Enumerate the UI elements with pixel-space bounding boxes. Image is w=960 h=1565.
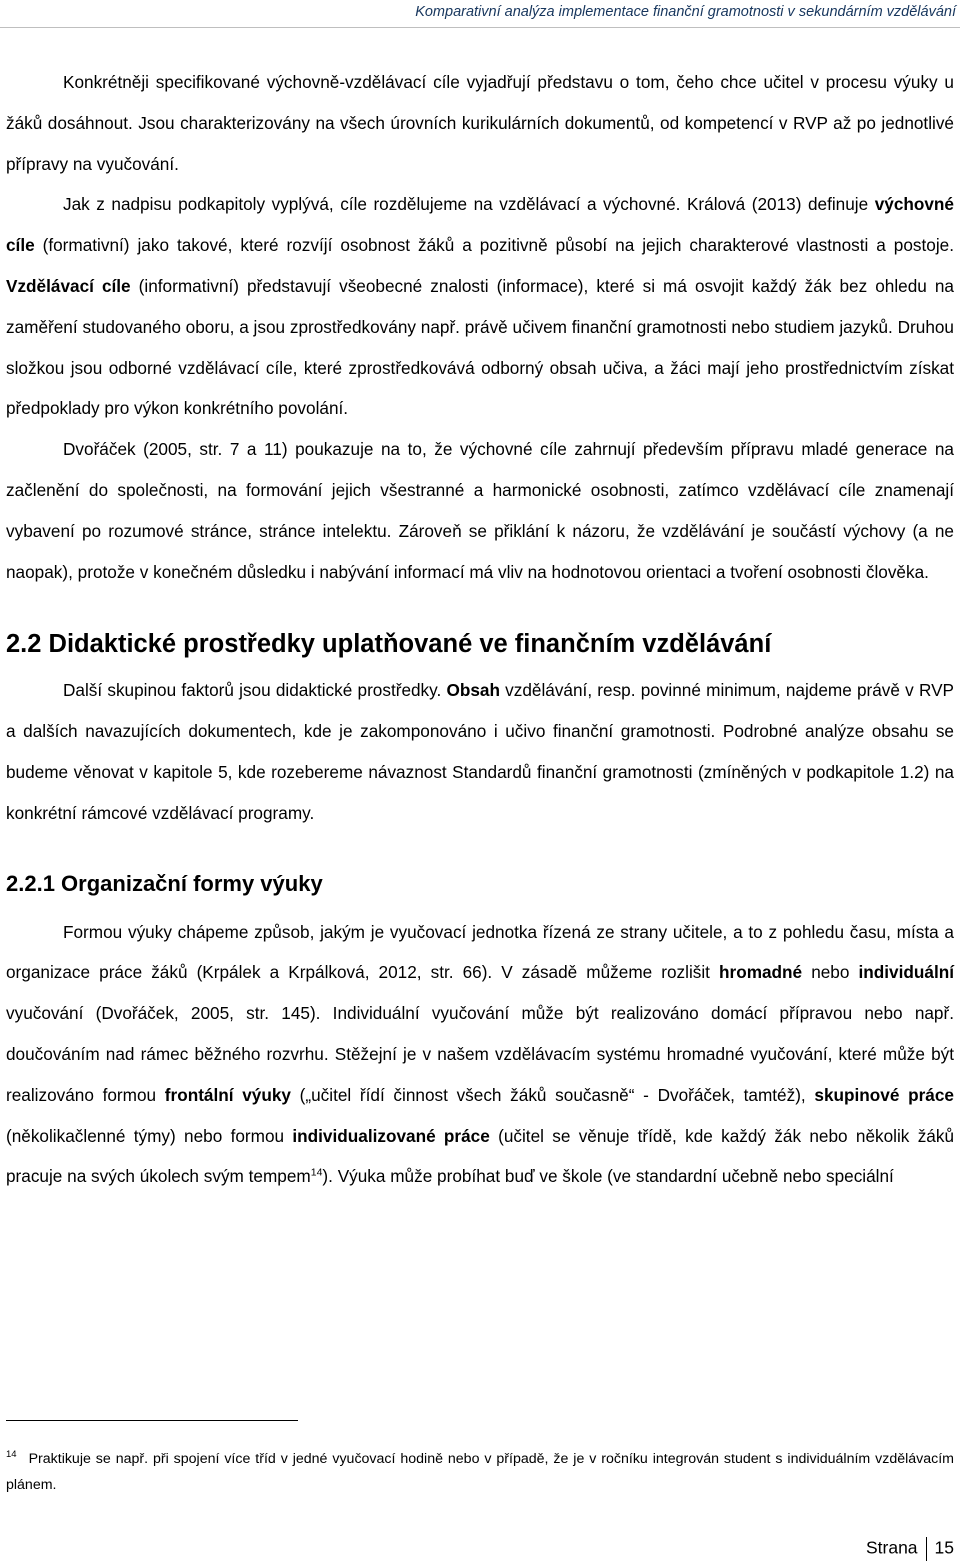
text-span: ). Výuka může probíhat buď ve škole (ve standardní učebně nebo speciální (322, 1166, 894, 1187)
text-span: („učitel řídí činnost všech žáků současně“ - Dvořáček, tamtéž), (290, 1084, 815, 1105)
text-span: (učitel se věnuje třídě, kde každý žák nebo několik žáků pracuje na svých úkolech svým tempem (6, 1125, 955, 1187)
text-span: Formou výuky chápeme způsob, jakým je vyučovací jednotka řízená ze strany učitele, a to z pohledu času, místa a organizace práce žáků (Krpálek a Krpálková, 2012, str. 66). V zásadě můžeme rozlišit (6, 921, 954, 983)
footnote-number: 14 (6, 1449, 17, 1461)
paragraph-goals-types (6, 184, 954, 429)
term-educational-goals: Vzdělávací cíle (6, 275, 131, 296)
text-span: Jak z nadpisu podkapitoly vyplývá, cíle rozdělujeme na vzdělávací a výchovné. Králová (2013) definuje (63, 194, 875, 215)
running-header (0, 0, 960, 30)
text-span: Další skupinou faktorů jsou didaktické prostředky. (63, 680, 447, 701)
paragraph-dvoracek: Dvořáček (2005, str. 7 a 11) poukazuje na to, že výchovné cíle zahrnují především přípravu mladé generace na začlenění do společnosti, na formování jejich všestranné a harmonické osobnosti, zatímco vzdělávací cíle znamenají vybavení po rozumové stránce, stránce intelektu. Zároveň se přiklání k názoru, že vzdělávání je součástí výchovy (a ne naopak), protože v konečném důsledku i nabývání informací má vliv na hodnotovou orientaci a tvoření osobnosti člověka. (6, 439, 954, 582)
text-span: (informativní) představují všeobecné znalosti (informace), které si má osvojit každý žák bez ohledu na zaměření studovaného oboru, a jsou zprostředkovány např. právě učivem finanční gramotnosti nebo studiem jazyků. Druhou složkou jsou odborné vzdělávací cíle, které zprostředkovává odborný obsah učiva, a žáci mají jeho prostřednictvím získat předpoklady pro výkon konkrétního povolání. (6, 275, 954, 419)
footer-divider (926, 1537, 927, 1561)
subsection-heading: 2.2.1 Organizační formy výuky (6, 870, 323, 896)
term-individual-teaching: individuální (858, 962, 954, 983)
text-span: nebo (802, 962, 859, 983)
text-span: (několikačlenné týmy) nebo formou (6, 1125, 293, 1146)
footnote-reference[interactable]: 14 (310, 1166, 323, 1179)
page-number: 15 (934, 1537, 954, 1558)
paragraph-organizational-forms (6, 912, 954, 1198)
section-heading: 2.2 Didaktické prostředky uplatňované ve finančním vzdělávání (6, 630, 772, 659)
text-span: vyučování (Dvořáček, 2005, str. 145). Individuální vyučování může být realizováno domácí přípravou nebo např. doučováním nad rámec běžného rozvrhu. Stěžejní je v našem vzdělávacím systému hromadné vyučování, které může být realizováno formou (6, 1003, 954, 1105)
term-individualized-work: individualizované práce (292, 1125, 490, 1146)
term-educational-upbringing-goals: výchovné cíle (6, 194, 954, 256)
document-body (6, 62, 954, 1197)
text-span: (formativní) jako takové, které rozvíjí osobnost žáků a pozitivně působí na jejich charakterové vlastnosti a postoje. (34, 235, 954, 256)
footnote-separator (6, 1420, 298, 1421)
header-divider (0, 27, 960, 28)
footnote (6, 1446, 954, 1498)
paragraph-didactic-means (6, 670, 954, 833)
footnote-text: Praktikuje se např. při spojení více tříd v jedné vyučovací hodině nebo v případě, že je v ročníku integrován student s individuálním vzdělávacím plánem. (6, 1451, 954, 1493)
running-header-title: Komparativní analýza implementace finanční gramotnosti v sekundárním vzdělávání (415, 4, 956, 20)
term-group-work: skupinové práce (814, 1084, 954, 1105)
term-mass-teaching: hromadné (719, 962, 803, 983)
page-label: Strana (865, 1537, 918, 1558)
page-footer (866, 1537, 954, 1561)
paragraph-goals-specification: Konkrétněji specifikované výchovně-vzdělávací cíle vyjadřují představu o tom, čeho chce učitel v procesu výuky u žáků dosáhnout. Jsou charakterizovány na všech úrovních kurikulárních dokumentů, od kompetencí v RVP až po jednotlivé přípravy na vyučování. (6, 72, 954, 174)
term-frontal-teaching: frontální výuky (164, 1084, 291, 1105)
text-span: vzdělávání, resp. povinné minimum, najdeme právě v RVP a dalších navazujících dokumentech, kde je zakomponováno i učivo finanční gramotnosti. Podrobné analýze obsahu se budeme věnovat v kapitole 5, kde rozebereme návaznost Standardů finanční gramotnosti (zmíněných v podkapitole 1.2) na konkrétní rámcové vzdělávací programy. (6, 680, 954, 823)
term-content: Obsah (446, 680, 500, 701)
